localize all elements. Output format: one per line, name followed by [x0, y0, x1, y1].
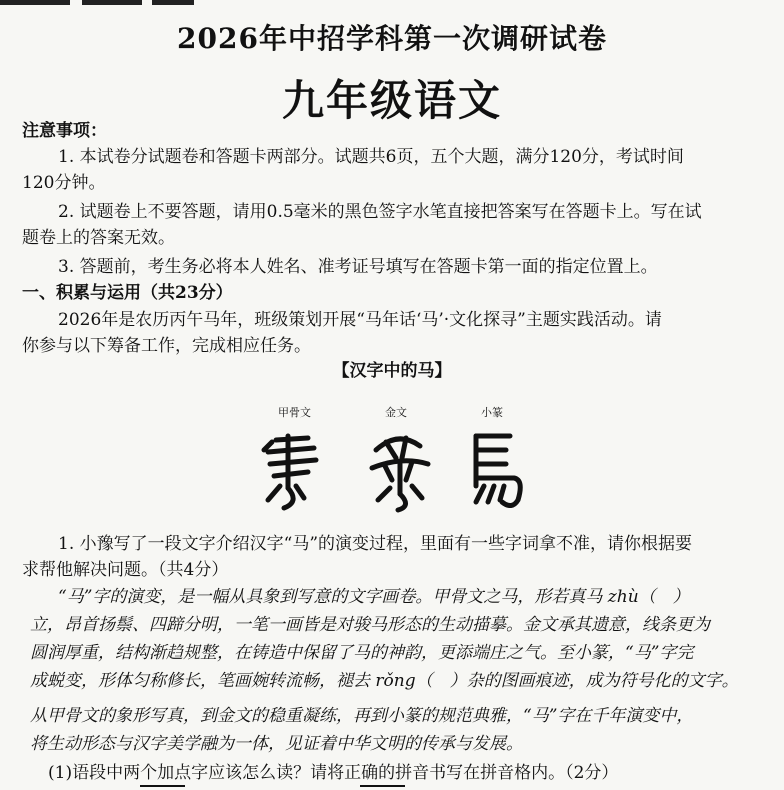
passage-line-1: “马”字的演变，是一幅从具象到写意的文字画卷。甲骨文之马，形若真马 zhù（ ）	[58, 587, 690, 607]
small-seal-horse-glyph	[462, 428, 532, 513]
notes-item-2-cont: 题卷上的答案无效。	[22, 228, 175, 248]
passage-line-4: 成蜕变，形体匀称修长，笔画婉转流畅，褪去 rǒng（ ）杂的图画痕迹，成为符号化的文字。	[30, 671, 739, 691]
section-1-intro-cont: 你参与以下筹备工作，完成相应任务。	[22, 336, 311, 356]
passage-line-6: 将生动形态与汉字美学融为一体，见证着中华文明的传承与发展。	[30, 734, 523, 754]
top-cut-text-strip	[0, 0, 784, 6]
notes-item-1-cont: 120分钟。	[22, 173, 106, 193]
exam-subject: 九年级语文	[281, 76, 502, 125]
label-oracle-bone: 甲骨文	[278, 407, 311, 419]
passage-line-5: 从甲骨文的象形写真，到金文的稳重凝练，再到小篆的规范典雅，“马”字在千年演变中，	[30, 706, 694, 726]
bronze-horse-glyph	[362, 428, 442, 513]
notes-item-2: 2. 试题卷上不要答题，请用0.5毫米的黑色签字水笔直接把答案写在答题卡上。写在试	[58, 202, 702, 222]
passage-line-2: 立，昂首扬鬃、四蹄分明，一笔一画皆是对骏马形态的生动描摹。金文承其遗意，线条更为	[30, 615, 710, 635]
section-1-intro: 2026年是农历丙午马年，班级策划开展“马年话‘马’·文化探寻”主题实践活动。请	[58, 310, 662, 330]
pinyin-grid-row	[120, 785, 660, 790]
sub-question-1: (1)语段中两个加点字应该怎么读？请将正确的拼音书写在拼音格内。（2分）	[48, 763, 619, 783]
section-1-heading: 一、积累与运用（共23分）	[22, 283, 233, 303]
exam-title: 2026年中招学科第一次调研试卷	[177, 22, 607, 55]
oracle-bone-horse-glyph	[258, 428, 328, 513]
label-small-seal: 小篆	[481, 407, 503, 419]
notes-item-1: 1. 本试卷分试题卷和答题卡两部分。试题共6页，五个大题，满分120分，考试时间	[58, 147, 684, 167]
notes-heading: 注意事项：	[22, 121, 107, 141]
passage-line-3: 圆润厚重，结构渐趋规整，在铸造中保留了马的神韵，更添端庄之气。至小篆，“马”字完	[30, 643, 694, 663]
question-1-stem: 1. 小豫写了一段文字介绍汉字“马”的演变过程，里面有一些字词拿不准，请你根据要	[58, 534, 693, 554]
box-title: 【汉字中的马】	[332, 361, 452, 381]
question-1-stem-cont: 求帮他解决问题。（共4分）	[22, 560, 229, 580]
label-bronze: 金文	[385, 407, 407, 419]
notes-item-3: 3. 答题前，考生务必将本人姓名、准考证号填写在答题卡第一面的指定位置上。	[58, 257, 658, 277]
